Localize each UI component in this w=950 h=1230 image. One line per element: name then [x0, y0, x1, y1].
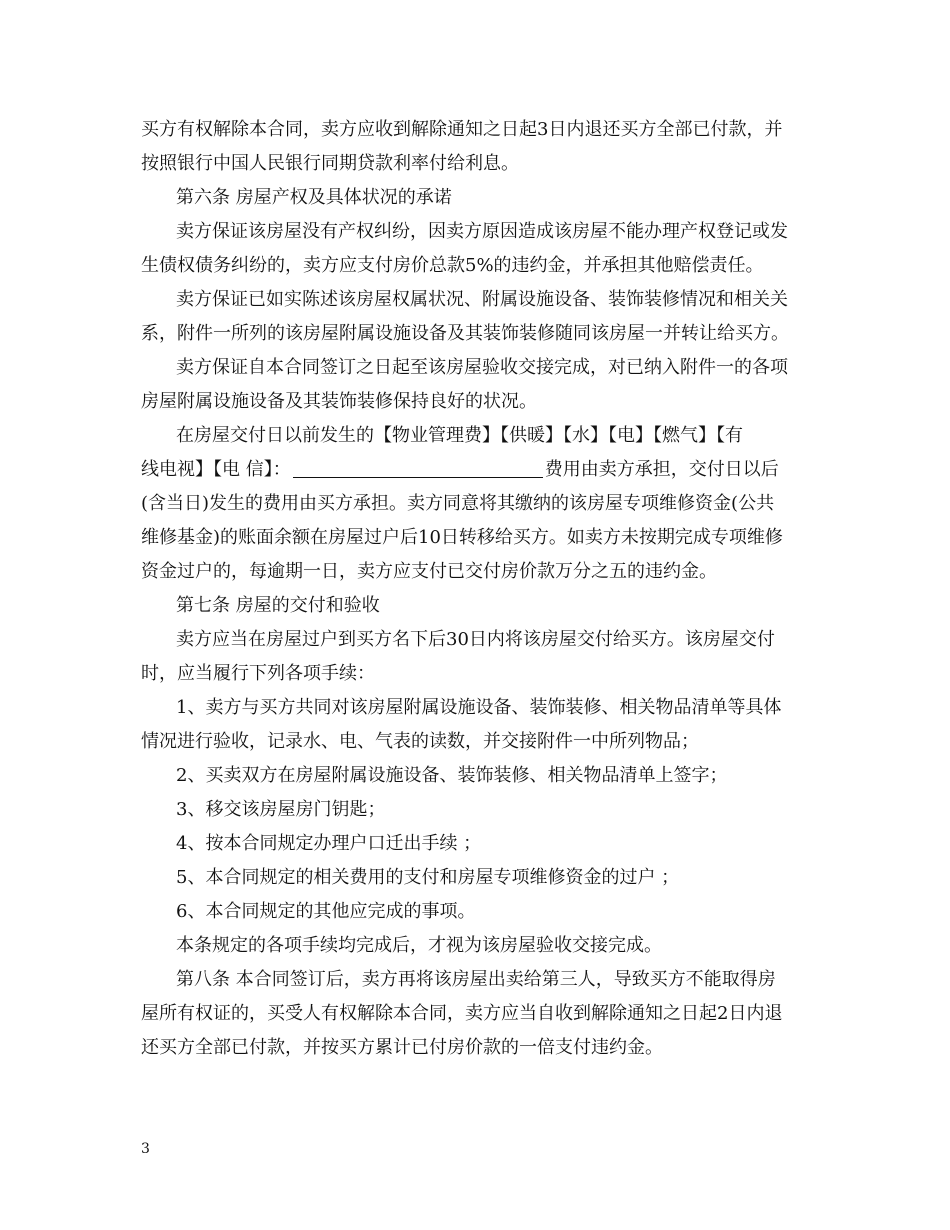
text-line: 按照银行中国人民银行同期贷款利率付给利息。: [141, 153, 519, 174]
list-item: 5、本合同规定的相关费用的支付和房屋专项维修资金的过户 ；: [176, 867, 680, 888]
text-line: 时，应当履行下列各项手续：: [141, 663, 375, 684]
list-item: 1、卖方与买方共同对该房屋附属设施设备、装饰装修、相关物品清单等具体: [176, 697, 782, 718]
text-line: 资金过户的，每逾期一日，卖方应支付已交付房价款万分之五的违约金。: [141, 561, 717, 582]
text-line: 卖方保证已如实陈述该房屋权属状况、附属设施设备、装饰装修情况和相关关: [176, 289, 788, 310]
list-item: 6、本合同规定的其他应完成的事项。: [176, 901, 476, 922]
section-heading: 第六条 房屋产权及具体状况的承诺: [176, 187, 452, 208]
text-line: 在房屋交付日以前发生的【物业管理费】【供暖】【水】【电】【燃气】【有: [176, 425, 743, 446]
page-number: 3: [141, 1141, 150, 1157]
text-line: 本条规定的各项手续均完成后，才视为该房屋验收交接完成。: [176, 935, 662, 956]
text-line: 卖方保证该房屋没有产权纠纷，因卖方原因造成该房屋不能办理产权登记或发: [176, 221, 788, 242]
text-line: 生债权债务纠纷的，卖方应支付房价总款5%的违约金，并承担其他赔偿责任。: [141, 255, 764, 276]
utilities-label: 线电视】【电 信】：: [141, 459, 291, 480]
text-line: 屋所有权证的，买受人有权解除本合同，卖方应当自收到解除通知之日起2日内退: [141, 1003, 783, 1024]
list-item-continuation: 情况进行验收，记录水、电、气表的读数，并交接附件一中所列物品；: [141, 731, 699, 752]
text-line: 系，附件一所列的该房屋附属设施设备及其装饰装修随同该房屋一并转让给买方。: [141, 323, 789, 344]
text-line: 维修基金)的账面余额在房屋过户后10日转移给买方。如卖方未按期完成专项维修: [141, 527, 783, 548]
text-line: 还买方全部已付款，并按买方累计已付房价款的一倍支付违约金。: [141, 1037, 663, 1058]
list-item: 3、移交该房屋房门钥匙；: [176, 799, 386, 820]
section-heading: 第八条 本合同签订后，卖方再将该房屋出卖给第三人，导致买方不能取得房: [176, 969, 776, 990]
text-line: 卖方保证自本合同签订之日起至该房屋验收交接完成，对已纳入附件一的各项: [176, 357, 788, 378]
fill-in-blank: [293, 459, 543, 478]
text-line: 卖方应当在房屋过户到买方名下后30日内将该房屋交付给买方。该房屋交付: [176, 629, 775, 650]
text-line: 房屋附属设施设备及其装饰装修保持良好的状况。: [141, 391, 537, 412]
text-line: (含当日)发生的费用由买方承担。卖方同意将其缴纳的该房屋专项维修资金(公共: [141, 493, 775, 514]
list-item: 4、按本合同规定办理户口迁出手续 ；: [176, 833, 482, 854]
text-line-with-blank: [141, 458, 779, 482]
text-line: 买方有权解除本合同，卖方应收到解除通知之日起3日内退还买方全部已付款，并: [141, 119, 783, 140]
utilities-label-suffix: 费用由卖方承担，交付日以后: [544, 459, 779, 480]
list-item: 2、买卖双方在房屋附属设施设备、装饰装修、相关物品清单上签字；: [176, 765, 728, 786]
section-heading: 第七条 房屋的交付和验收: [176, 595, 380, 616]
